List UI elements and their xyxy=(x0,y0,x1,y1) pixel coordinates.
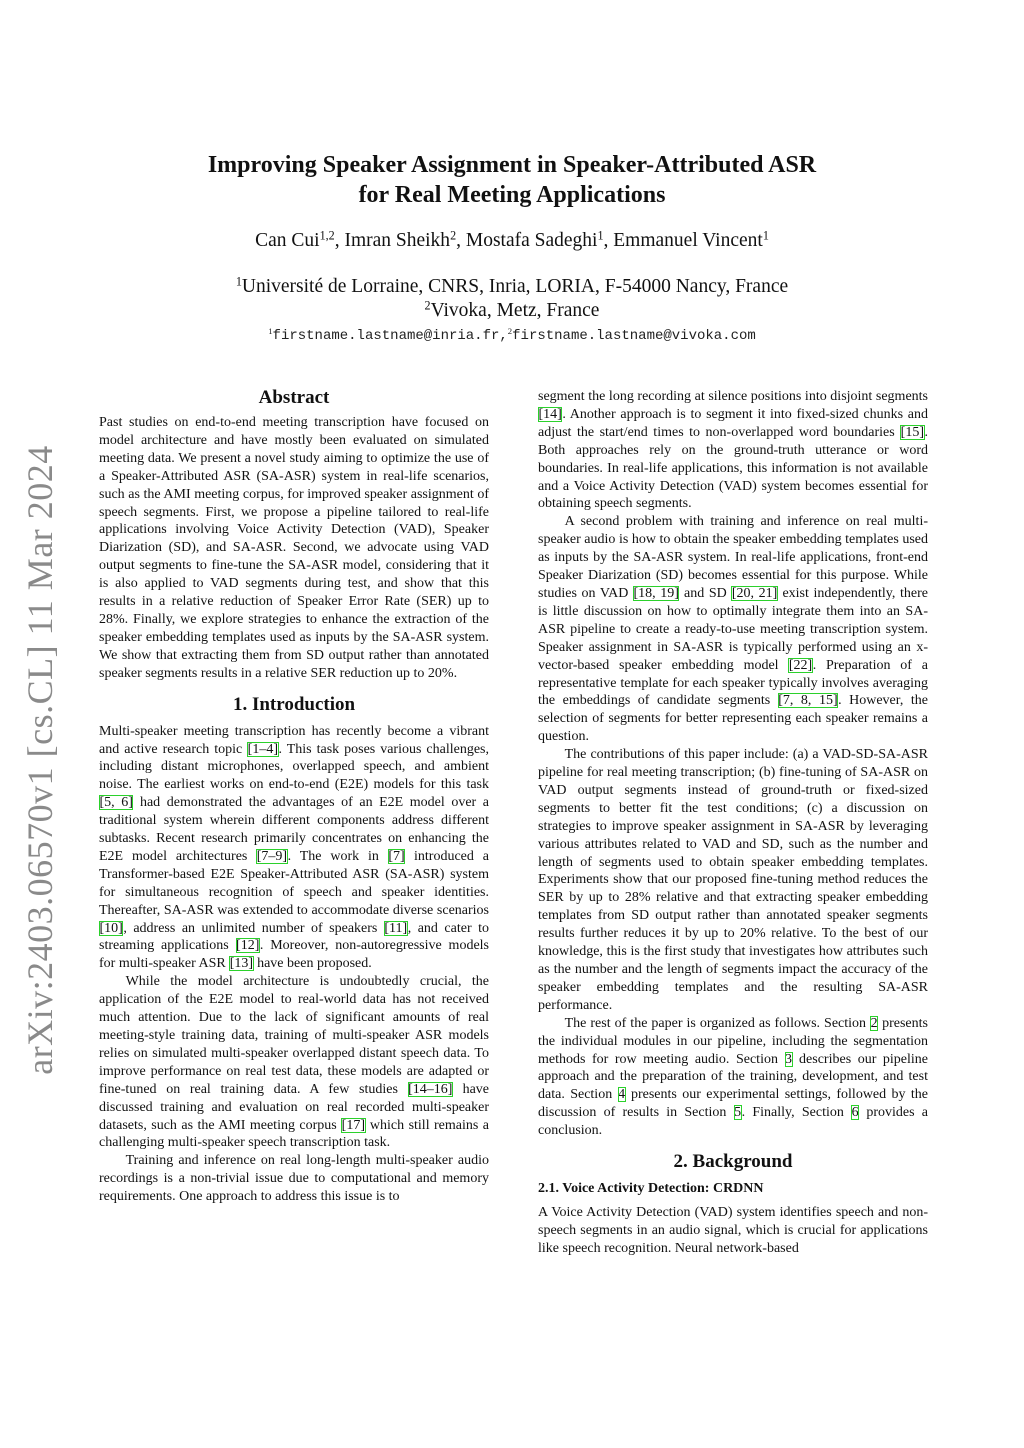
citation-link[interactable]: [22] xyxy=(788,657,813,673)
vad-subsection-heading: 2.1. Voice Activity Detection: CRDNN xyxy=(538,1181,764,1197)
paragraph-text: Multi-speaker meeting transcription has recently become a vibrant and active research topic xyxy=(99,723,489,757)
email-2-link[interactable]: firstname.lastname@vivoka.com xyxy=(512,328,756,344)
paper-title xyxy=(100,150,924,210)
paragraph-text: had demonstrated the advantages of an E2E model over a traditional system wherein different components address different subtasks. Recent research primarily concentrates on enhancing the E2E model architectures xyxy=(99,795,489,864)
author-name: Emmanuel Vincent xyxy=(613,230,763,251)
paragraph-text: The rest of the paper is organized as follows. Section xyxy=(564,1015,871,1031)
affiliation-2 xyxy=(100,299,924,323)
affiliations xyxy=(100,275,924,323)
author-affiliation-marker: 2 xyxy=(450,228,457,243)
citation-link[interactable]: [7, 8, 15] xyxy=(778,693,838,709)
citation-link[interactable]: 5 xyxy=(734,1105,742,1121)
paragraph-text: . Moreover, non-autoregressive models for multi-speaker ASR xyxy=(99,938,489,972)
paragraph-text: and SD xyxy=(679,585,732,601)
citation-link[interactable]: [7–9] xyxy=(256,848,288,864)
left-column xyxy=(99,386,489,1206)
paragraph-text: introduced a Transformer-based E2E Speaker-Attributed ASR (SA-ASR) system for simultaneous recognition of speech and speaker identities. Thereafter, SA-ASR was extended to accommodate diverse scenarios xyxy=(99,848,489,918)
intro-continued-paragraph-2 xyxy=(538,513,928,746)
introduction-heading: 1. Introduction xyxy=(232,693,356,715)
paragraph-text: which still remains a challenging multi-speaker speech transcription task. xyxy=(99,1117,489,1151)
paragraph-text: exist independently, there is little discussion on how to optimally integrate them into an SA-ASR pipeline to create a ready-to-use meeting transcription system. Speaker assignment in SA-ASR is typically performed using an x-vector-based speaker embedding model xyxy=(538,585,928,673)
paragraph-text: have been proposed. xyxy=(253,956,372,972)
citation-link[interactable]: [13] xyxy=(229,956,254,972)
affiliation-2-text: Vivoka, Metz, France xyxy=(430,300,600,321)
author-list xyxy=(100,228,924,254)
paragraph-text: . This task poses various challenges, including distant microphones, overlapped speech, and ambient noise. The earliest works on end-to-end (E2E) models for this task xyxy=(99,741,489,793)
email-2-marker: 2 xyxy=(507,326,513,337)
author-emails xyxy=(100,326,924,346)
intro-paragraph-2 xyxy=(99,973,489,1152)
citation-link[interactable]: [10] xyxy=(99,920,123,936)
paragraph-text: . Both approaches rely on the ground-truth utterance or word boundaries. In real-life applications, this information is not available and a Voice Activity Detection (VAD) system becomes essential for obtaining speech segments. xyxy=(538,424,928,512)
affiliation-2-marker: 2 xyxy=(424,298,431,313)
paragraph-text: , address an unlimited number of speakers xyxy=(123,920,384,936)
author-name: Imran Sheikh xyxy=(344,230,451,251)
affiliation-1 xyxy=(100,275,924,299)
abstract-text: Past studies on end-to-end meeting transcription have focused on model architecture and have mostly been evaluated on simulated meeting data. We present a novel study aiming to optimize the use of a Speaker-Attributed ASR (SA-ASR) system in real-life scenarios, such as the AMI meeting corpus, for improved speaker assignment of speech segments. First, we propose a pipeline tailored to real-life applications involving Voice Activity Detection (VAD), Speaker Diarization (SD), and SA-ASR. Second, we advocate using VAD output segments to fine-tune the SA-ASR model, considering that it is also applied to VAD segments during test, and show that this results in a relative reduction of Speaker Error Rate (SER) up to 28%. Finally, we explore strategies to enhance the extraction of the speaker embedding templates used as inputs by the SA-ASR system. We show that extracting them from SD output rather than annotated speaker segments results in a relative SER reduction up to 20%. xyxy=(99,415,489,681)
paragraph-text: . However, the selection of segments for better representing each speaker remains a question. xyxy=(538,693,928,745)
citation-link[interactable]: [18, 19] xyxy=(633,585,679,601)
paper-title-line-1: Improving Speaker Assignment in Speaker-Attributed ASR xyxy=(207,152,817,178)
abstract-heading: Abstract xyxy=(258,387,330,408)
author-separator: , xyxy=(456,230,466,251)
paragraph-text: While the model architecture is undoubtedly crucial, the application of the E2E model to real-world data has not received much attention. Due to the lack of significant amounts of real meeting-style training data, training of multi-speaker ASR models relies on simulated multi-speaker overlapped distant speech data. To improve performance on real test data, these models are adapted or fine-tuned on real training data. A few studies xyxy=(99,974,489,1097)
arxiv-identifier-text: arXiv:2403.06570v1 [cs.CL] 11 Mar 2024 xyxy=(20,445,61,1075)
author-affiliation-marker: 1,2 xyxy=(319,228,335,243)
citation-link[interactable]: [14] xyxy=(538,406,562,422)
contributions-paragraph xyxy=(538,746,928,1015)
paragraph-text: provides a conclusion. xyxy=(538,1105,928,1139)
paper-title-line-2: for Real Meeting Applications xyxy=(358,182,666,208)
author-affiliation-marker: 1 xyxy=(597,228,604,243)
paragraph-text: describes our pipeline approach and the preparation of the training, development, and test data. Section xyxy=(538,1051,928,1103)
citation-link[interactable]: [12] xyxy=(236,938,260,954)
author-name: Can Cui xyxy=(255,230,320,251)
citation-link[interactable]: [11] xyxy=(384,920,408,936)
citation-link[interactable]: [7] xyxy=(388,848,405,864)
email-1-marker: 1 xyxy=(268,326,273,337)
citation-link[interactable]: 2 xyxy=(870,1015,878,1031)
citation-link[interactable]: [1–4] xyxy=(247,741,278,757)
paragraph-text: , and cater to streaming applications xyxy=(99,920,490,954)
citation-link[interactable]: 3 xyxy=(785,1051,793,1067)
affiliation-1-text: Université de Lorraine, CNRS, Inria, LORIA, F-54000 Nancy, France xyxy=(241,276,789,297)
paragraph-text: presents the individual modules in our pipeline, including the segmentation methods for row meeting audio. Section xyxy=(538,1015,928,1067)
paragraph-text: . The work in xyxy=(287,848,388,864)
paper-organization-paragraph xyxy=(538,1015,928,1140)
citation-link[interactable]: [20, 21] xyxy=(731,585,778,601)
author-separator: , xyxy=(334,230,345,251)
author-affiliation-marker: 1 xyxy=(762,228,769,243)
paragraph-text: . Preparation of a representative template for each speaker typically involves averaging the embeddings of candidate segments xyxy=(538,657,928,709)
citation-link[interactable]: 6 xyxy=(851,1105,859,1121)
citation-link[interactable]: [17] xyxy=(341,1117,365,1133)
citation-link[interactable]: [5, 6] xyxy=(99,795,133,811)
background-heading: 2. Background xyxy=(673,1151,793,1173)
paragraph-text: . Finally, Section xyxy=(741,1105,852,1121)
intro-paragraph-3 xyxy=(99,1152,489,1206)
author-name: Mostafa Sadeghi xyxy=(465,230,598,251)
paragraph-text: presents our experimental settings, followed by the discussion of results in Section xyxy=(538,1087,929,1121)
email-1-link[interactable]: firstname.lastname@inria.fr, xyxy=(272,328,508,344)
citation-link[interactable]: [14–16] xyxy=(408,1081,453,1097)
affiliation-1-marker: 1 xyxy=(235,274,242,289)
paragraph-text: segment the long recording at silence positions into disjoint segments xyxy=(538,389,928,404)
citation-link[interactable]: [15] xyxy=(900,424,924,440)
paragraph-text: The contributions of this paper include: (a) a VAD-SD-SA-ASR pipeline for real meeting transcription; (b) fine-tuning of SA-ASR on VAD output segments instead of ground-truth or fixed-sized segments to better fit the test conditions; (c) a discussion on strategies to improve speaker assignment in SA-ASR by leveraging various attributes related to VAD and SD, such as the number and length of segments used to obtain speaker embedding templates. Experiments show that our proposed fine-tuning method reduces the SER by up to 28% relative and that extracting speaker embedding templates from SD output rather than annotated speaker segments results further reduces it by up to 20% relative. To the best of our knowledge, this is the first study that investigates how attributes such as the number and the length of segments impact the accuracy of the speaker embedding templates and the resulting SA-ASR performance. xyxy=(538,747,928,1013)
intro-continued-paragraph-1 xyxy=(538,388,928,513)
author-separator: , xyxy=(603,230,614,251)
paragraph-text: Training and inference on real long-length multi-speaker audio recordings is a non-trivial issue due to computational and memory requirements. One approach to address this issue is to xyxy=(99,1153,489,1205)
paragraph-text: . Another approach is to segment it into fixed-sized chunks and adjust the start/end times to non-overlapped word boundaries xyxy=(538,406,928,440)
vad-paragraph xyxy=(538,1204,928,1258)
paragraph-text: A Voice Activity Detection (VAD) system identifies speech and non-speech segments in an audio signal, which is crucial for applications like speech recognition. Neural network-based xyxy=(538,1205,928,1256)
right-column xyxy=(538,388,928,1258)
paragraph-text: A second problem with training and inference on real multi-speaker audio is how to obtain the speaker embedding templates used as inputs by the SA-ASR system. In real-life applications, front-end Speaker Diarization (SD) becomes essential for this purpose. While studies on VAD xyxy=(538,514,928,601)
citation-link[interactable]: 4 xyxy=(618,1087,626,1103)
intro-paragraph-1 xyxy=(99,723,489,974)
arxiv-identifier-stamp xyxy=(10,420,70,1100)
paragraph-text: have discussed training and evaluation on real recorded multi-speaker datasets, such as the AMI meeting corpus xyxy=(99,1081,489,1133)
